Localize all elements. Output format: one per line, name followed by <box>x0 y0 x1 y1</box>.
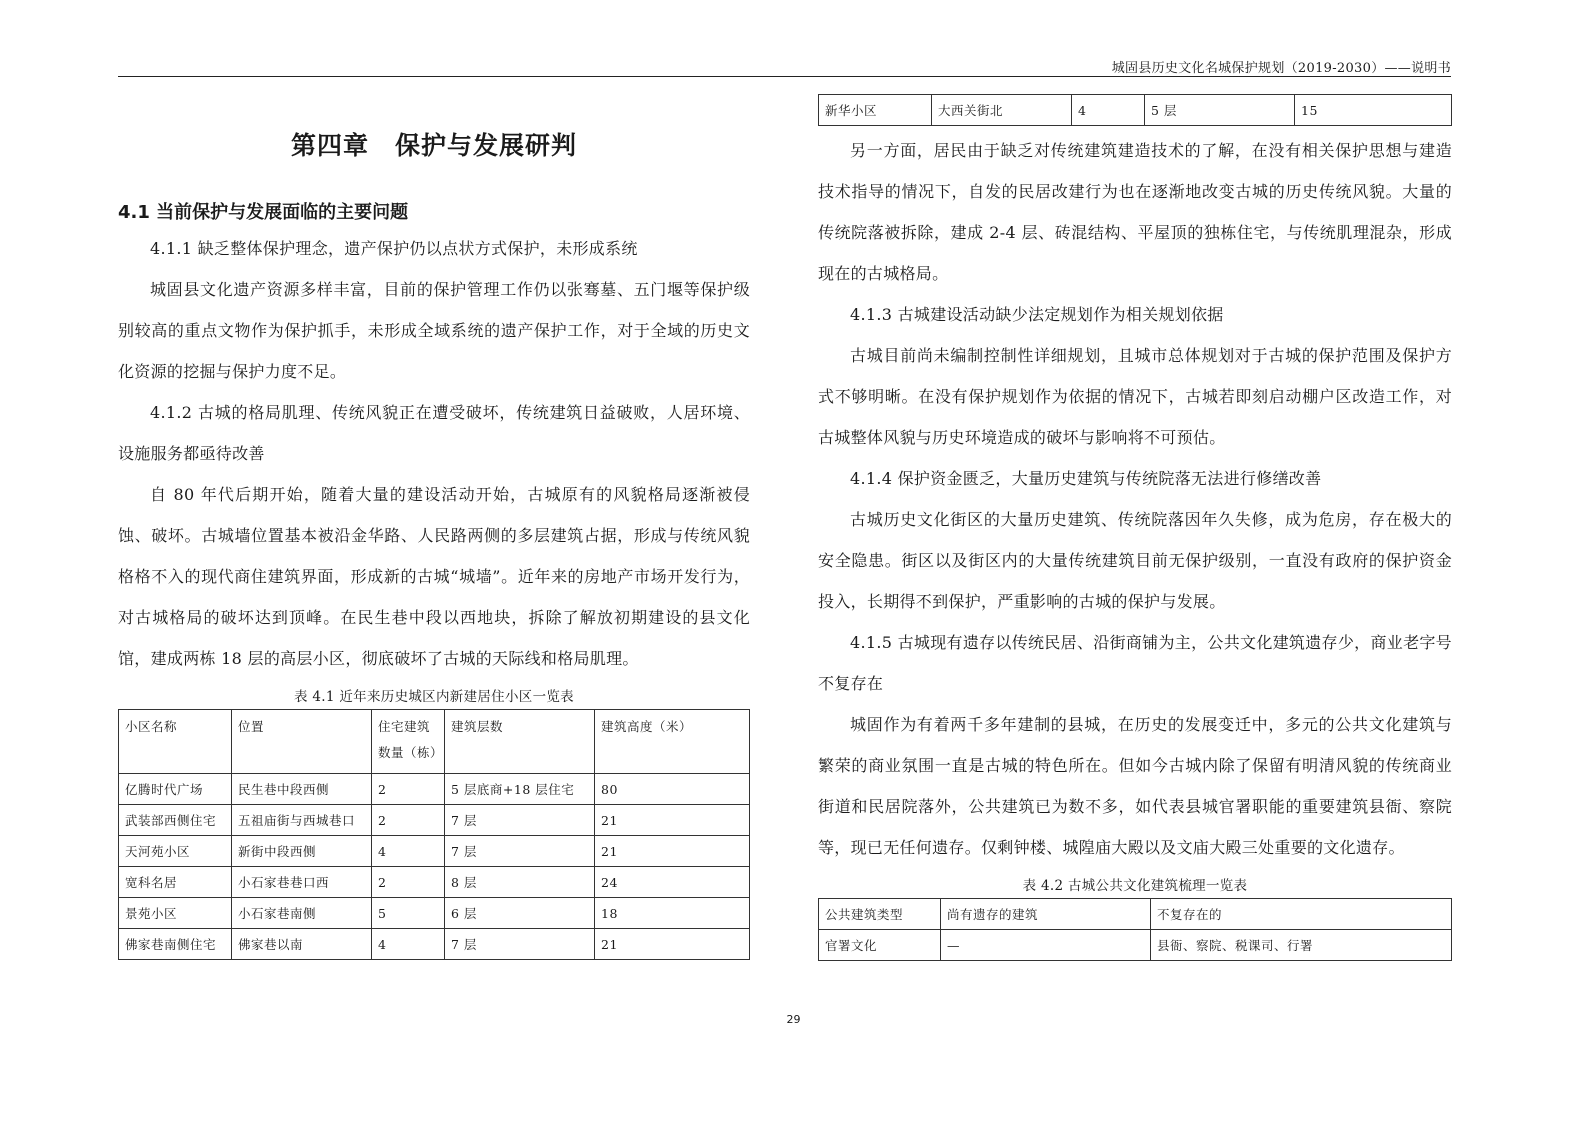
table-header-row <box>119 710 750 774</box>
table-cell: 民生巷中段西侧 <box>232 774 372 805</box>
table-cell: 2 <box>372 774 445 805</box>
table-cell: 7 层 <box>445 929 595 960</box>
section-title: 4.1 当前保护与发展面临的主要问题 <box>118 202 409 223</box>
running-header: 城固县历史文化名城保护规划（2019-2030）——说明书 <box>1111 61 1451 76</box>
residential-table <box>118 709 750 960</box>
body-paragraph: 另一方面，居民由于缺乏对传统建筑建造技术的了解，在没有相关保护思想与建造技术指导的情况下，自发的民居改建行为也在逐渐地改变古城的历史传统风貌。大量的传统院落被拆除，建成 2-4 层、砖混结构、平屋顶的独栋住宅，与传统肌理混杂，形成现在的古城格局。 <box>818 141 1452 283</box>
table-cell: 5 层 <box>1145 95 1295 126</box>
table-header-cell: 公共建筑类型 <box>819 899 941 930</box>
table-cell: 新华小区 <box>819 95 932 126</box>
table-cell: 4 <box>1072 95 1145 126</box>
table-cell: 15 <box>1295 95 1452 126</box>
table-row <box>819 930 1452 961</box>
table-cell: 7 层 <box>445 836 595 867</box>
table-header-cell: 尚有遗存的建筑 <box>941 899 1151 930</box>
table-cell: 宽科名居 <box>119 867 232 898</box>
table-header-cell: 不复存在的 <box>1151 899 1452 930</box>
table-cell: 4 <box>372 929 445 960</box>
page-number: 29 <box>786 1013 801 1026</box>
table-cell: 2 <box>372 805 445 836</box>
table-row <box>119 836 750 867</box>
subsection-heading-4-1-1: 4.1.1 缺乏整体保护理念，遗产保护仍以点状方式保护，未形成系统 <box>150 239 638 258</box>
table-cell: 小石家巷南侧 <box>232 898 372 929</box>
table-cell: 8 层 <box>445 867 595 898</box>
table-cell: 亿腾时代广场 <box>119 774 232 805</box>
table-cell: 5 <box>372 898 445 929</box>
table-cell: 21 <box>595 836 750 867</box>
table-cell: 4 <box>372 836 445 867</box>
table-cell: 佛家巷以南 <box>232 929 372 960</box>
table-row <box>119 898 750 929</box>
table-cell: 2 <box>372 867 445 898</box>
table-cell: 武装部西侧住宅 <box>119 805 232 836</box>
table-cell: 小石家巷巷口西 <box>232 867 372 898</box>
table-header-cell: 建筑高度（米） <box>595 710 750 774</box>
table-header-cell: 位置 <box>232 710 372 774</box>
left-column <box>118 78 750 960</box>
residential-table-continued <box>818 94 1452 126</box>
table-row <box>819 95 1452 126</box>
chapter-title: 第四章 保护与发展研判 <box>290 131 577 160</box>
table-cell: 大西关街北 <box>932 95 1072 126</box>
table-cell: 佛家巷南侧住宅 <box>119 929 232 960</box>
table-cell: 景苑小区 <box>119 898 232 929</box>
table-cell: 县衙、察院、税课司、行署 <box>1151 930 1452 961</box>
table-row <box>119 774 750 805</box>
table-cell: 7 层 <box>445 805 595 836</box>
table-cell: — <box>941 930 1151 961</box>
right-column <box>818 94 1452 961</box>
table-header-cell: 建筑层数 <box>445 710 595 774</box>
table-cell: 21 <box>595 929 750 960</box>
body-paragraph: 古城历史文化街区的大量历史建筑、传统院落因年久失修，成为危房，存在极大的安全隐患。街区以及街区内的大量传统建筑目前无保护级别，一直没有政府的保护资金投入，长期得不到保护，严重影响的古城的保护与发展。 <box>818 510 1452 611</box>
table-row <box>119 805 750 836</box>
table-cell: 官署文化 <box>819 930 941 961</box>
table-row <box>119 867 750 898</box>
table-cell: 21 <box>595 805 750 836</box>
table-cell: 80 <box>595 774 750 805</box>
subsection-heading-4-1-3: 4.1.3 古城建设活动缺少法定规划作为相关规划依据 <box>850 305 1224 324</box>
body-paragraph: 古城目前尚未编制控制性详细规划，且城市总体规划对于古城的保护范围及保护方式不够明晰。在没有保护规划作为依据的情况下，古城若即刻启动棚户区改造工作，对古城整体风貌与历史环境造成的破坏与影响将不可预估。 <box>818 346 1452 447</box>
body-paragraph: 自 80 年代后期开始，随着大量的建设活动开始，古城原有的风貌格局逐渐被侵蚀、破坏。古城墙位置基本被沿金华路、人民路两侧的多层建筑占据，形成与传统风貌格格不入的现代商住建筑界面，形成新的古城“城墙”。近年来的房地产市场开发行为，对古城格局的破坏达到顶峰。在民生巷中段以西地块，拆除了解放初期建设的县文化馆，建成两栋 18 层的高层小区，彻底破坏了古城的天际线和格局肌理。 <box>118 485 750 668</box>
table-row <box>119 929 750 960</box>
table-caption: 表 4.2 古城公共文化建筑梳理一览表 <box>1022 878 1248 894</box>
subsection-heading-4-1-2: 4.1.2 古城的格局肌理、传统风貌正在遭受破坏，传统建筑日益破败，人居环境、设施服务都亟待改善 <box>118 403 750 463</box>
table-cell: 5 层底商+18 层住宅 <box>445 774 595 805</box>
table-cell: 24 <box>595 867 750 898</box>
header-rule <box>118 76 1451 77</box>
table-caption: 表 4.1 近年来历史城区内新建居住小区一览表 <box>294 689 574 705</box>
subsection-heading-4-1-4: 4.1.4 保护资金匮乏，大量历史建筑与传统院落无法进行修缮改善 <box>850 469 1322 488</box>
table-header-row <box>819 899 1452 930</box>
table-cell: 6 层 <box>445 898 595 929</box>
table-header-cell: 住宅建筑数量（栋） <box>372 710 445 774</box>
subsection-heading-4-1-5: 4.1.5 古城现有遗存以传统民居、沿街商铺为主，公共文化建筑遗存少，商业老字号不复存在 <box>818 633 1452 693</box>
table-cell: 天河苑小区 <box>119 836 232 867</box>
body-paragraph: 城固作为有着两千多年建制的县城，在历史的发展变迁中，多元的公共文化建筑与繁荣的商业氛围一直是古城的特色所在。但如今古城内除了保留有明清风貌的传统商业街道和民居院落外，公共建筑已为数不多，如代表县城官署职能的重要建筑县衙、察院等，现已无任何遗存。仅剩钟楼、城隍庙大殿以及文庙大殿三处重要的文化遗存。 <box>818 715 1452 857</box>
table-cell: 五祖庙街与西城巷口 <box>232 805 372 836</box>
body-paragraph: 城固县文化遗产资源多样丰富，目前的保护管理工作仍以张骞墓、五门堰等保护级别较高的重点文物作为保护抓手，未形成全域系统的遗产保护工作，对于全域的历史文化资源的挖掘与保护力度不足。 <box>118 280 750 381</box>
table-cell: 新街中段西侧 <box>232 836 372 867</box>
public-buildings-table <box>818 898 1452 961</box>
table-header-cell: 小区名称 <box>119 710 232 774</box>
table-cell: 18 <box>595 898 750 929</box>
